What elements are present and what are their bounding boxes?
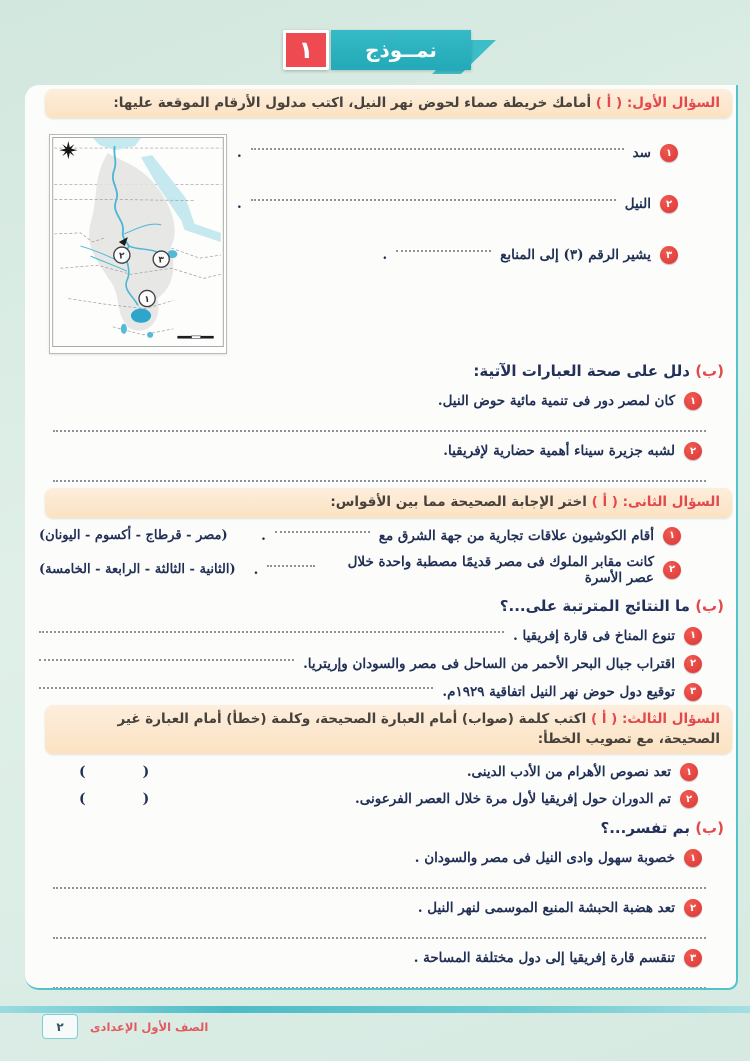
answer-dots (396, 250, 491, 252)
footer-divider (0, 1006, 750, 1013)
footer (42, 1014, 208, 1039)
answer-dots (251, 199, 616, 201)
list-item (25, 627, 736, 645)
answer-line (53, 875, 706, 889)
item-text: كان لمصر دور فى تنمية مائية حوض النيل. (437, 393, 675, 410)
question1-body (25, 126, 736, 354)
item-number-badge: ٢ (663, 561, 681, 579)
item-period: . (261, 527, 266, 544)
item-number-badge: ٢ (684, 655, 702, 673)
item-number-badge: ١ (680, 763, 698, 781)
item-number-badge: ١ (684, 849, 702, 867)
item-text: تنوع المناخ فى قارة إفريقيا . (513, 627, 675, 644)
grade-label: الصف الأول الإعدادى (90, 1019, 209, 1034)
question2-instruction: اختر الإجابة الصحيحة مما بين الأقواس: (330, 494, 587, 511)
question2-part-b-header (25, 595, 736, 617)
lake-albert (121, 324, 127, 334)
list-item (25, 949, 736, 967)
list-item (237, 195, 678, 213)
item-number-badge: ٢ (684, 899, 702, 917)
list-item (25, 790, 736, 808)
item-number-badge: ٣ (660, 246, 678, 264)
list-item (25, 655, 736, 673)
part-b-title: بم تفسر...؟ (600, 819, 690, 837)
list-item (25, 527, 736, 545)
answer-dots (39, 687, 433, 689)
item-text: تم الدوران حول إفريقيا لأول مرة خلال العصر الفرعونى. (355, 791, 671, 807)
nile-basin-map (49, 134, 227, 354)
answer-parentheses: ( ) (79, 791, 152, 807)
item-text: تعد نصوص الأهرام من الأدب الدينى. (466, 764, 671, 780)
answer-parentheses: ( ) (79, 764, 152, 780)
list-item (237, 246, 678, 264)
item-text: لشبه جزيرة سيناء أهمية حضارية لإفريقيا. (443, 443, 675, 460)
part-b-label: (ب) (695, 362, 724, 381)
question3-part-b-header (25, 817, 736, 839)
part-b-title: ما النتائج المترتبة على...؟ (499, 596, 690, 615)
item-period: . (253, 561, 259, 578)
map-scale-bar (177, 336, 213, 339)
list-item (25, 849, 736, 867)
list-item (25, 554, 736, 586)
question1-items (231, 130, 706, 354)
item-number-badge: ٣ (684, 683, 702, 701)
item-number-badge: ٢ (684, 442, 702, 460)
item-text: اقتراب جبال البحر الأحمر من الساحل فى مصر والسودان وإريتريا. (303, 655, 675, 672)
question3-label: السؤال الثالث: ( أ ) (590, 710, 720, 727)
answer-dots (251, 148, 624, 150)
svg-text:٢: ٢ (119, 251, 125, 262)
item-text: خصوبة سهول وادى النيل فى مصر والسودان . (414, 850, 675, 866)
model-label: نمــوذج (331, 30, 471, 70)
item-number-badge: ١ (684, 627, 702, 645)
item-period: . (237, 145, 242, 162)
list-item (25, 442, 736, 460)
question2-label: السؤال الثانى: ( أ ) (591, 494, 720, 511)
item-text: كانت مقابر الملوك فى مصر قديمًا مصطبة واحدة خلال عصر الأسرة (347, 553, 654, 586)
item-number-badge: ١ (663, 527, 681, 545)
item-period: . (382, 247, 388, 264)
part-b-label: (ب) (695, 596, 724, 615)
choice-options: (مصر - قرطاج - أكسوم - اليونان) (39, 528, 228, 543)
exam-sheet (25, 85, 738, 990)
question1-header (45, 89, 732, 118)
item-text: أقام الكوشيون علاقات تجارية من جهة الشرق مع (378, 527, 654, 544)
item-text: يشير الرقم (٣) إلى المنابع (500, 247, 651, 264)
question3-header (45, 705, 732, 755)
nile-basin-map-svg (52, 137, 224, 347)
page-number-badge: ٢ (42, 1014, 78, 1039)
question1-instruction: أمامك خريطة صماء لحوض نهر النيل، اكتب مدلول الأرقام الموقعة عليها: (113, 95, 592, 111)
item-number-badge: ٢ (680, 790, 698, 808)
question2-header (45, 488, 732, 517)
answer-line (53, 468, 706, 482)
part-b-title: دلل على صحة العبارات الآتية: (473, 362, 690, 381)
item-number-badge: ٣ (684, 949, 702, 967)
item-text: تعد هضبة الحبشة المنبع الموسمى لنهر النيل . (417, 900, 675, 916)
list-item (25, 763, 736, 781)
answer-line (53, 925, 706, 939)
item-text: سد (632, 145, 651, 162)
list-item (237, 144, 678, 162)
part-b-label: (ب) (695, 819, 724, 837)
list-item (25, 899, 736, 917)
answer-dots (275, 531, 370, 533)
item-text: توقيع دول حوض نهر النيل اتفاقية ١٩٢٩م. (442, 683, 675, 700)
item-number-badge: ١ (684, 392, 702, 410)
item-number-badge: ١ (660, 144, 678, 162)
item-period: . (237, 196, 242, 213)
model-number-badge: ١ (283, 30, 329, 70)
lake-victoria (131, 309, 151, 323)
question1-label: السؤال الأول: ( أ ) (595, 95, 720, 111)
map-marker-1 (139, 291, 155, 307)
question3-instruction: اكتب كلمة (صواب) أمام العبارة الصحيحة، وكلمة (خطأ) أمام العبارة غير الصحيحة، مع تصويب الخطأ: (117, 710, 720, 747)
svg-text:٣: ٣ (158, 255, 164, 266)
model-ribbon (283, 30, 471, 70)
item-text: النيل (624, 196, 651, 213)
map-marker-2 (114, 247, 130, 263)
answer-dots (39, 659, 294, 661)
lake-small (147, 332, 153, 338)
map-marker-3 (153, 251, 169, 267)
list-item (25, 683, 736, 701)
answer-dots (267, 565, 315, 567)
answer-line (53, 975, 706, 989)
item-number-badge: ٢ (660, 195, 678, 213)
question1-part-b-header (25, 360, 736, 382)
answer-line (53, 418, 706, 432)
choice-options: (الثانية - الثالثة - الرابعة - الخامسة) (39, 562, 236, 577)
svg-text:١: ١ (144, 295, 150, 306)
item-text: تنقسم قارة إفريقيا إلى دول مختلفة المساحة . (413, 950, 675, 966)
list-item (25, 392, 736, 410)
answer-dots (39, 631, 504, 633)
